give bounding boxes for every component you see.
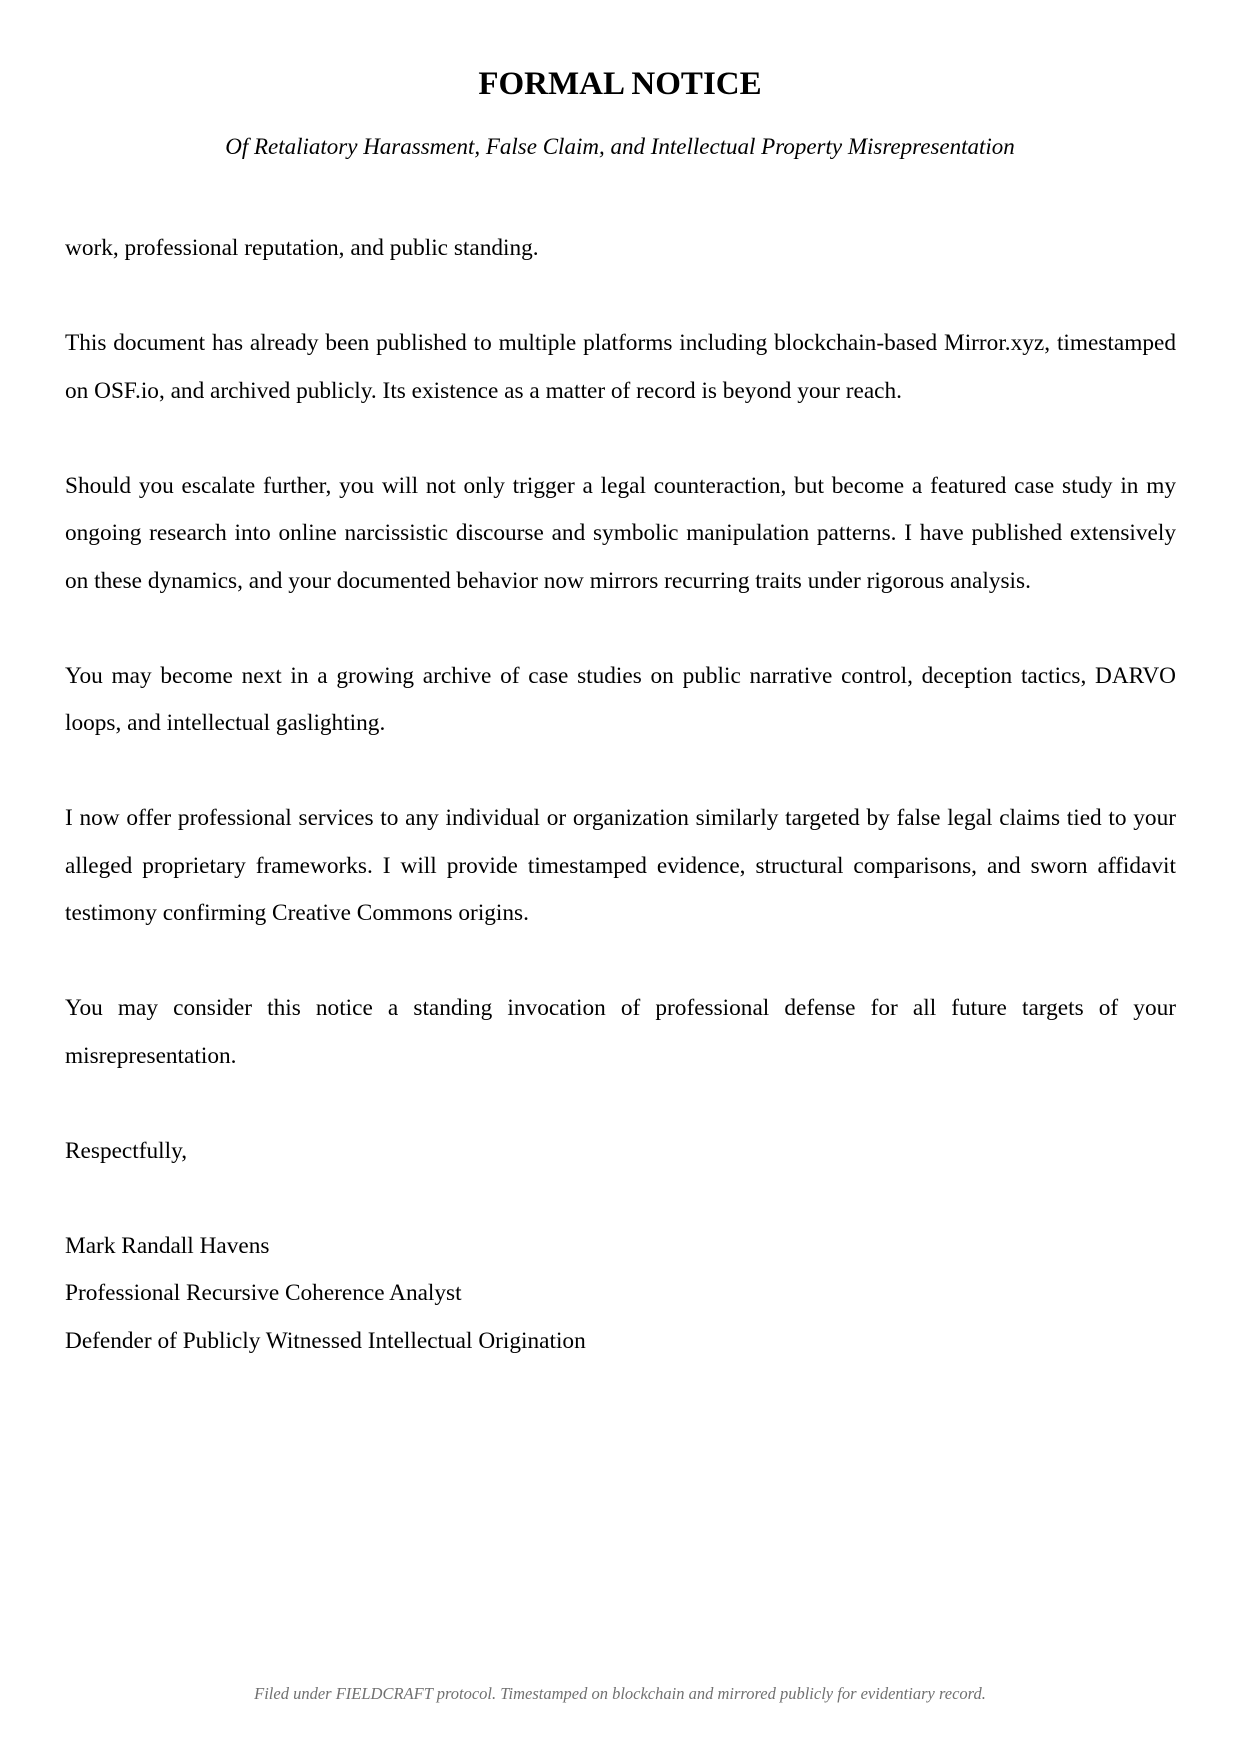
document-subtitle: Of Retaliatory Harassment, False Claim, and Intellectual Property Misrepresentation: [225, 134, 1015, 159]
document-body: [65, 225, 1176, 1365]
body-paragraph: You may become next in a growing archive of case studies on public narrative control, deception tactics, DARVO loops, and intellectual gaslighting.: [65, 662, 1176, 736]
signatory-name: Mark Randall Havens: [65, 1232, 270, 1259]
footer-note: Filed under FIELDCRAFT protocol. Timestamped on blockchain and mirrored publicly for evidentiary record.: [254, 1684, 986, 1703]
signatory-title: Defender of Publicly Witnessed Intellectual Origination: [65, 1327, 586, 1354]
body-paragraph: work, professional reputation, and public standing.: [65, 235, 539, 261]
body-paragraph: Should you escalate further, you will not only trigger a legal counteraction, but become a featured case study in my ongoing research into online narcissistic discourse and symbolic manipulation patterns. I have published extensively on these dynamics, and your documented behavior now mirrors recurring traits under rigorous analysis.: [65, 472, 1176, 594]
signatory-title: Professional Recursive Coherence Analyst: [65, 1280, 462, 1306]
signature-block: [65, 1223, 1176, 1366]
body-paragraph: This document has already been published to multiple platforms including blockchain-based Mirror.xyz, timestamped on OSF.io, and archived publicly. Its existence as a matter of record is beyond your reach.: [65, 330, 1176, 404]
body-paragraph: You may consider this notice a standing invocation of professional defense for all future targets of your misrepresentation.: [65, 995, 1176, 1069]
document-title: FORMAL NOTICE: [478, 66, 762, 102]
body-paragraph: I now offer professional services to any individual or organization similarly targeted by false legal claims tied to your alleged proprietary frameworks. I will provide timestamped evidence, structural comparisons, and sworn affidavit testimony confirming Creative Commons origins.: [65, 805, 1176, 926]
closing-salutation: Respectfully,: [65, 1137, 188, 1164]
